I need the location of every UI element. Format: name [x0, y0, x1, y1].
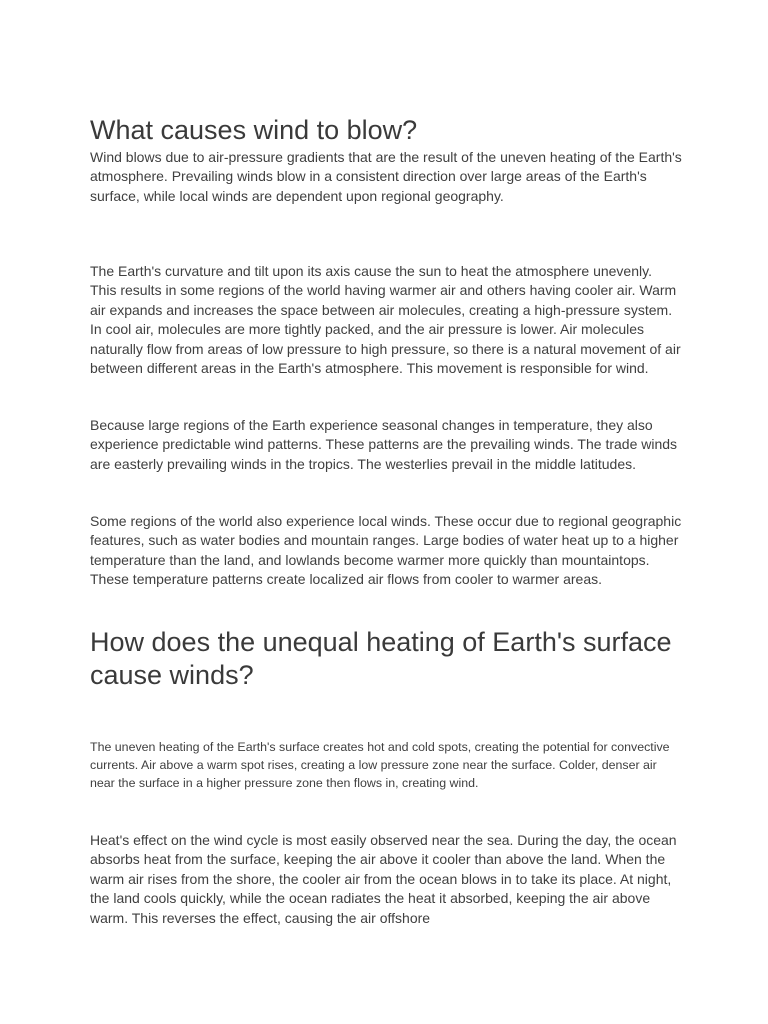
paragraph-prevailing-winds: Because large regions of the Earth experience seasonal changes in temperature, they also experience predictable wind patterns. These patterns are the prevailing winds. The trade winds are easterly prevailing winds in the tropics. The westerlies prevail in the middle latitudes. [90, 417, 678, 472]
heading-unequal-heating: How does the unequal heating of Earth's surface cause winds? [90, 627, 672, 690]
paragraph-local-winds: Some regions of the world also experience local winds. These occur due to regional geographic features, such as water bodies and mountain ranges. Large bodies of water heat up to a higher temperature than the land, and lowlands become warmer more quickly than mountaintops. These temperature patterns create localized air flows from cooler to warmer areas. [90, 513, 682, 588]
heading-what-causes-wind: What causes wind to blow? [90, 115, 418, 145]
paragraph-earth-curvature: The Earth's curvature and tilt upon its axis cause the sun to heat the atmosphere unevenly. This results in some regions of the world having warmer air and others having cooler air. Warm air expands and increases the space between air molecules, creating a high-pressure system. In cool air, molecules are more tightly packed, and the air pressure is lower. Air molecules naturally flow from areas of low pressure to high pressure, so there is a natural movement of air between different areas in the Earth's atmosphere. This movement is responsible for wind. [90, 263, 681, 377]
paragraph-convective-currents: The uneven heating of the Earth's surface creates hot and cold spots, creating the potential for convective currents. Air above a warm spot rises, creating a low pressure zone near the surface. Colder, denser air near the surface in a higher pressure zone then flows in, creating wind. [90, 740, 670, 790]
paragraph-sea-breeze: Heat's effect on the wind cycle is most easily observed near the sea. During the day, the ocean absorbs heat from the surface, keeping the air above it cooler than above the land. When the warm air rises from the shore, the cooler air from the ocean blows in to take its place. At night, the land cools quickly, while the ocean radiates the heat it absorbed, keeping the air above warm. This reverses the effect, causing the air offshore [90, 832, 677, 926]
paragraph-intro: Wind blows due to air-pressure gradients that are the result of the uneven heating of the Earth's atmosphere. Prevailing winds blow in a consistent direction over large areas of the Earth's surface, while local winds are dependent upon regional geography. [90, 149, 682, 204]
